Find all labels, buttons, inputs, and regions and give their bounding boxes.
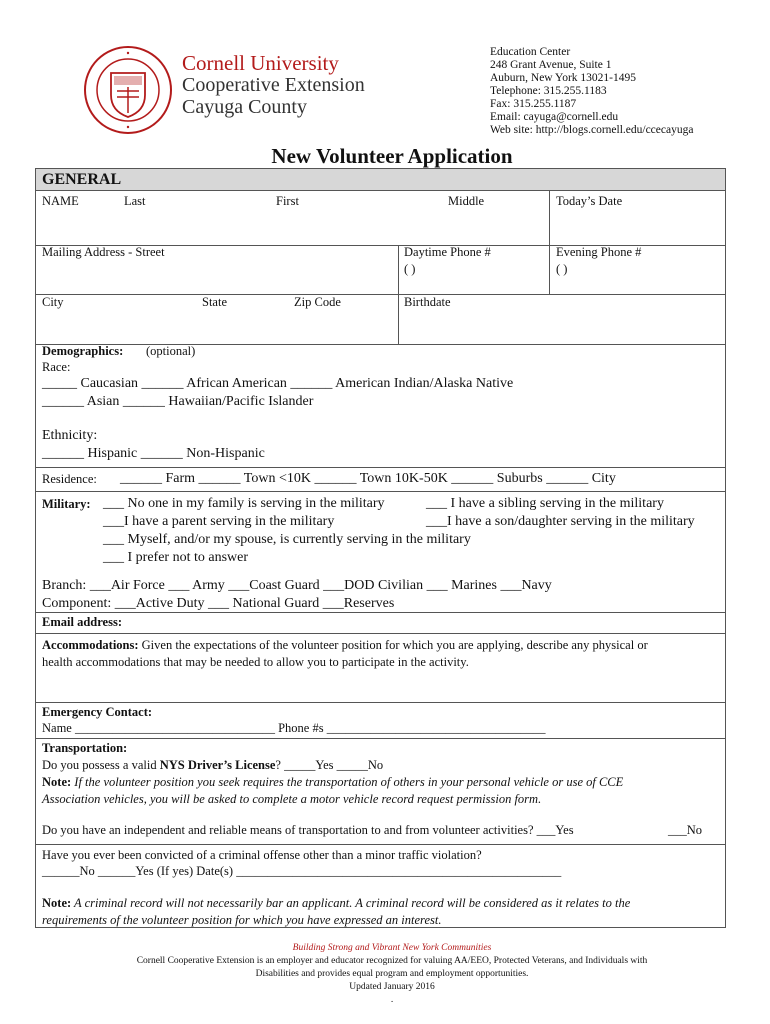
evening-phone-paren: ( ) [556,262,568,276]
contact-line: Email: cayuga@cornell.edu [490,111,619,123]
org-line-2: Cooperative Extension [182,74,365,96]
org-line-3: Cayuga County [182,96,307,118]
transportation-label: Transportation: [42,741,128,755]
criminal-note-1 [42,895,630,912]
accommodations-line-2: health accommodations that may be needed to allow you to participate in the activity. [42,655,469,669]
military-option-prefer-not[interactable]: ___ I prefer not to answer [103,550,249,565]
criminal-note-text-1: A criminal record will not necessarily bar an applicant. A criminal record will be considered as it relates to the [71,896,631,910]
military-component[interactable]: Component: ___Active Duty ___ National Guard ___Reserves [42,596,395,611]
divider [549,191,550,245]
contact-line: Fax: 315.255.1187 [490,98,577,110]
contact-line: Telephone: 315.255.1183 [490,85,607,97]
criminal-answer-line[interactable]: ______No ______Yes (If yes) Date(s) ____________________________________________________ [42,864,562,878]
emergency-contact-label: Emergency Contact: [42,705,153,719]
divider [36,294,725,295]
daytime-phone-paren: ( ) [404,262,416,276]
contact-line: 248 Grant Avenue, Suite 1 [490,59,612,71]
criminal-question: Have you ever been convicted of a criminal offense other than a minor traffic violation? [42,848,482,862]
military-option-self[interactable]: ___ Myself, and/or my spouse, is currently serving in the military [103,532,471,547]
military-option-sibling[interactable]: ___ I have a sibling serving in the military [426,496,664,511]
zip-label[interactable]: Zip Code [294,295,341,309]
divider [36,467,725,468]
demographics-label: Demographics: [42,344,124,358]
demographics-optional: (optional) [146,344,196,358]
footer [0,942,770,1007]
name-label: NAME [42,194,79,208]
city-label[interactable]: City [42,295,64,309]
footer-line-3: Updated January 2016 [349,982,435,992]
reliable-transport-no[interactable]: ___No [668,823,703,837]
document-title: New Volunteer Application [271,144,513,168]
note-label: Note: [42,775,72,789]
ethnicity-options[interactable]: ______ Hispanic ______ Non-Hispanic [42,446,265,461]
evening-phone-label[interactable]: Evening Phone # [556,245,642,259]
general-heading: GENERAL [36,169,725,191]
military-branch[interactable]: Branch: ___Air Force ___ Army ___Coast Guard ___DOD Civilian ___ Marines ___Navy [42,578,552,593]
org-line-1: Cornell University [182,51,339,75]
daytime-phone-label[interactable]: Daytime Phone # [404,245,491,259]
accommodations-label: Accommodations: [42,638,139,652]
footer-tagline: Building Strong and Vibrant New York Communities [292,943,492,953]
application-form [35,168,726,928]
race-options-1[interactable]: _____ Caucasian ______ African American ______ American Indian/Alaska Native [42,376,514,391]
divider [36,738,725,739]
org-name [182,52,365,118]
last-label[interactable]: Last [124,194,146,208]
military-label: Military: [42,497,91,511]
residence-options[interactable]: ______ Farm ______ Town <10K ______ Town 10K-50K ______ Suburbs ______ City [120,471,616,486]
divider [36,612,725,613]
contact-block [490,46,693,137]
emergency-contact-fields[interactable]: Name ________________________________ Phone #s ___________________________________ [42,721,546,735]
footer-mark: . [390,995,394,1005]
transportation-note-2: Association vehicles, you will be asked to complete a motor vehicle record request permission form. [42,792,542,806]
first-label[interactable]: First [276,194,299,208]
state-label[interactable]: State [202,295,227,309]
email-label[interactable]: Email address: [42,615,122,629]
transportation-note-1 [42,774,623,791]
accommodations-line-1 [42,637,648,654]
divider [36,633,725,634]
accommodations-text-1: Given the expectations of the volunteer position for which you are applying, describe any physical or [138,638,648,652]
footer-line-1: Cornell Cooperative Extension is an employer and educator recognized for valuing AA/EEO, Protected Veterans, and Individuals with [136,956,648,966]
q1-pre: Do you possess a valid [42,758,160,772]
cornell-seal-logo [83,45,173,135]
military-option-parent[interactable]: ___I have a parent serving in the military [103,514,335,529]
race-options-2[interactable]: ______ Asian ______ Hawaiian/Pacific Islander [42,394,314,409]
middle-label[interactable]: Middle [448,194,485,208]
divider [36,491,725,492]
military-option-none[interactable]: ___ No one in my family is serving in the military [103,496,385,511]
divider [549,245,550,294]
reliable-transport-question[interactable]: Do you have an independent and reliable means of transportation to and from volunteer activities? ___Yes [42,823,574,837]
race-label: Race: [42,360,71,374]
drivers-license-question[interactable] [42,757,383,774]
criminal-note-2: requirements of the volunteer position for which you have expressed an interest. [42,913,442,927]
mailing-address-label[interactable]: Mailing Address - Street [42,245,165,259]
contact-line: Web site: http://blogs.cornell.edu/ccecayuga [490,124,694,136]
note-text-1: If the volunteer position you seek requires the transportation of others in your personal vehicle or use of CCE [71,775,624,789]
q1-bold: NYS Driver’s License [159,758,276,772]
todays-date-label[interactable]: Today’s Date [556,194,623,208]
q1-post: ? _____Yes _____No [275,758,384,772]
footer-line-2: Disabilities and provides equal program and employment opportunities. [255,969,529,979]
military-option-child[interactable]: ___I have a son/daughter serving in the military [426,514,695,529]
ethnicity-label: Ethnicity: [42,428,98,443]
contact-line: Education Center [490,46,571,58]
residence-label: Residence: [42,472,97,486]
birthdate-label[interactable]: Birthdate [404,295,451,309]
contact-line: Auburn, New York 13021-1495 [490,72,636,84]
divider [36,702,725,703]
criminal-note-label: Note: [42,896,72,910]
divider [36,844,725,845]
divider [36,344,725,345]
